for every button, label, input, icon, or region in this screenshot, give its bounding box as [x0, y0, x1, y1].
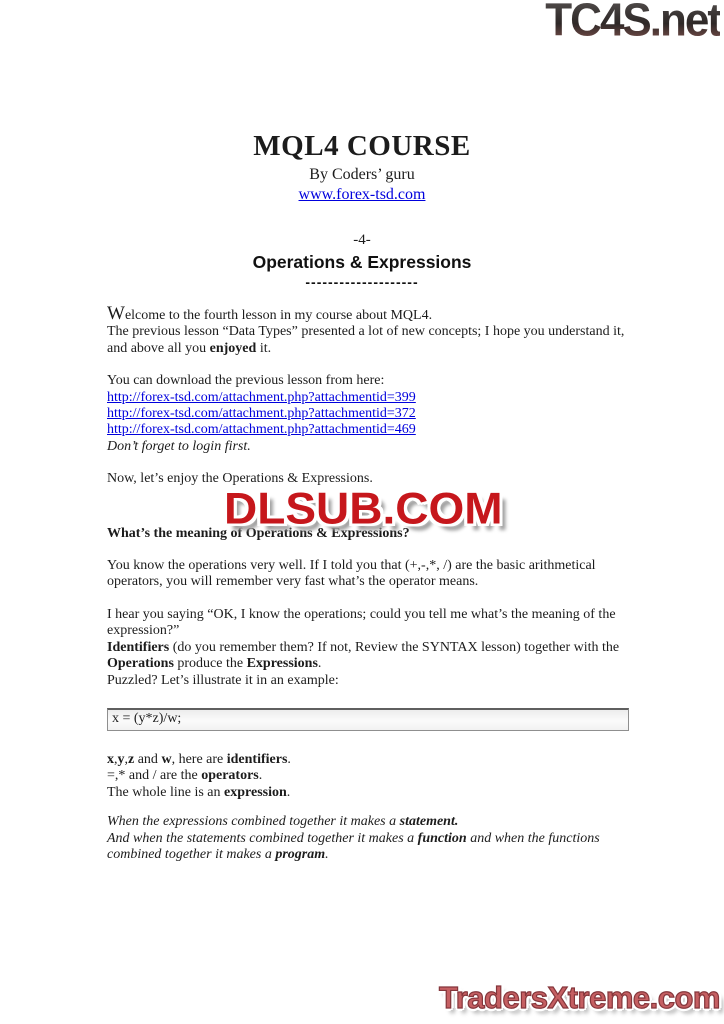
dashed-divider: -------------------- — [305, 274, 419, 290]
previous-lesson-paragraph: The previous lesson “Data Types” presented a lot of new concepts; I hope you understand it, and above all you enjoyed it. — [107, 324, 625, 356]
enjoy-line: Now, let’s enjoy the Operations & Expressions. — [107, 471, 373, 487]
hear-you-saying-paragraph: I hear you saying “OK, I know the operations; could you tell me what’s the meaning of the expression?” — [107, 606, 616, 639]
document-body — [107, 303, 631, 863]
attachment-links — [107, 390, 631, 439]
function-program-line: And when the statements combined together it makes a function and when the functions combined together it makes a program. — [107, 830, 600, 862]
lesson-title: Operations & Expressions — [252, 252, 472, 272]
tradersxtreme-logo: TradersXtreme.com — [439, 980, 720, 1015]
statement-line: When the expressions combined together it makes a statement. — [107, 814, 459, 830]
login-note: Don’t forget to login first. — [107, 438, 251, 454]
know-operations-paragraph: You know the operations very well. If I told you that (+,-,*, /) are the basic arithmetical operators, you will remember very fast what’s the operator means. — [107, 558, 596, 590]
attachment-link-1[interactable]: http://forex-tsd.com/attachment.php?attachmentid=399 — [107, 389, 416, 405]
page-title: MQL4 COURSE — [253, 130, 471, 162]
identifiers-paragraph: Identifiers (do you remember them? If not, Review the SYNTAX lesson) together with the Operations produce the Expressions. — [107, 639, 620, 672]
identifiers-line: x,y,z and w, here are identifiers. — [107, 751, 291, 767]
document-header — [0, 130, 724, 290]
lesson-number: -4- — [353, 232, 371, 248]
puzzled-paragraph: Puzzled? Let’s illustrate it in an example: — [107, 672, 339, 688]
code-line: x = (y*z)/w; — [112, 710, 182, 726]
site-link-row — [0, 186, 724, 204]
download-heading: You can download the previous lesson from here: — [107, 373, 385, 389]
byline: By Coders’ guru — [309, 166, 415, 183]
forex-tsd-link[interactable]: www.forex-tsd.com — [298, 186, 426, 203]
intro-text: elcome to the fourth lesson in my course about MQL4. — [124, 308, 433, 323]
explanation-block — [107, 752, 631, 801]
expression-line: The whole line is an expression. — [107, 784, 291, 800]
attachment-link-2[interactable]: http://forex-tsd.com/attachment.php?attachmentid=372 — [107, 406, 416, 422]
code-box — [107, 708, 629, 731]
intro-paragraph — [107, 303, 631, 324]
tc4s-logo: TC4S.net — [545, 0, 720, 47]
statement-function-program-block — [107, 814, 631, 863]
dlsub-watermark: DLSUB.COM — [224, 483, 503, 533]
operators-line: =,* and / are the operators. — [107, 768, 263, 784]
section-heading: What’s the meaning of Operations & Expressions? — [107, 525, 410, 541]
drop-cap: W — [107, 303, 125, 324]
attachment-link-3[interactable]: http://forex-tsd.com/attachment.php?attachmentid=469 — [107, 422, 416, 438]
